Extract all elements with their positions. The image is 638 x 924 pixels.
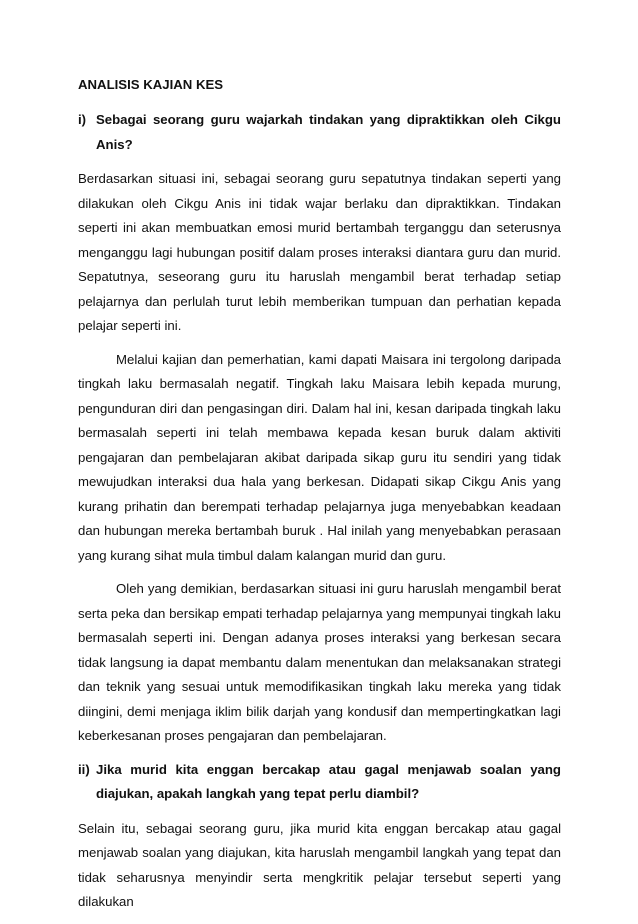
document-body xyxy=(78,76,561,924)
question-2-number: ii) xyxy=(78,761,90,777)
paragraph-1: Berdasarkan situasi ini, sebagai seorang guru sepatutnya tindakan seperti yang dilakukan oleh Cikgu Anis ini tidak wajar berlaku dan dipraktikkan. Tindakan seperti ini akan membuatkan emosi murid bertambah terganggu dan seterusnya menganggu lagi hubungan positif dalam proses interaksi diantara guru dan murid. Sepatutnya, seseorang guru itu haruslah mengambil berat terhadap setiap pelajarnya dan perlulah turut lebih memberikan tumpuan dan perhatian kepada pelajar seperti ini. xyxy=(78,171,561,333)
paragraph-2: Melalui kajian dan pemerhatian, kami dapati Maisara ini tergolong daripada tingkah laku bermasalah negatif. Tingkah laku Maisara lebih kepada murung, pengunduran diri dan pengasingan diri. Dalam hal ini, kesan daripada tingkah laku bermasalah seperti ini telah membawa kepada kesan buruk dalam aktiviti pengajaran dan pembelajaran akibat daripada sikap guru itu sendiri yang tidak mewujudkan interaksi dua hala yang berkesan. Didapati sikap Cikgu Anis yang kurang prihatin dan berempati terhadap pelajarnya juga menyebabkan keadaan dan hubungan mereka bertambah buruk . Hal inilah yang menyebabkan perasaan yang kurang sihat mula timbul dalam kalangan murid dan guru. xyxy=(78,351,561,563)
question-2-text: Jika murid kita enggan bercakap atau gagal menjawab soalan yang diajukan, apakah langkah yang tepat perlu diambil? xyxy=(96,761,561,801)
paragraph-3: Oleh yang demikian, berdasarkan situasi ini guru haruslah mengambil berat serta peka dan bersikap empati terhadap pelajarnya yang mempunyai tingkah laku bermasalah seperti ini. Dengan adanya proses interaksi yang berkesan secara tidak langsung ia dapat membantu dalam menentukan dan melaksanakan strategi dan teknik yang sesuai untuk memodifikasikan tingkah laku mereka yang tidak diingini, demi menjaga iklim bilik darjah yang kondusif dan mempertingkatkan lagi keberkesanan proses pengajaran dan pembelajaran. xyxy=(78,581,561,743)
question-2 xyxy=(78,758,561,807)
question-1 xyxy=(78,108,561,157)
paragraph-4: Selain itu, sebagai seorang guru, jika murid kita enggan bercakap atau gagal menjawab soalan yang diajukan, kita haruslah mengambil langkah yang tepat dan tidak seharusnya menyindir serta mengkritik pelajar tersebut seperti yang dilakukan xyxy=(78,820,561,909)
document-title: ANALISIS KAJIAN KES xyxy=(78,77,224,92)
question-1-text: Sebagai seorang guru wajarkah tindakan yang dipraktikkan oleh Cikgu Anis? xyxy=(96,112,561,152)
question-1-number: i) xyxy=(78,112,87,127)
